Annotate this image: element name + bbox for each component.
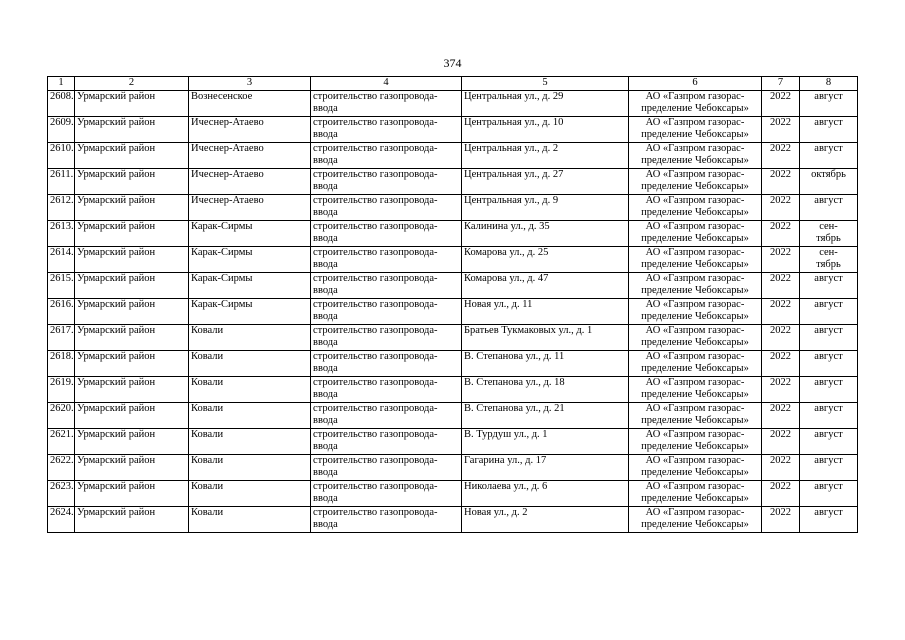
organization-cell [629,194,762,220]
work-line-2: ввода [313,103,338,114]
month-line-1: август [814,454,843,466]
table-row [48,480,858,506]
org-line-2: пределение Чебоксары» [641,103,749,114]
month-cell [800,90,858,116]
year-cell: 2022 [762,480,800,506]
row-number: 2620. [48,402,75,428]
organization-cell [629,220,762,246]
address-cell: В. Турдуш ул., д. 1 [462,428,629,454]
work-type-cell [311,90,462,116]
org-line-1: АО «Газпром газорас- [645,168,745,180]
district-cell: Урмарский район [75,142,189,168]
work-line-2: ввода [313,155,338,166]
month-line-1: август [814,350,843,362]
org-line-1: АО «Газпром газорас- [645,402,745,414]
org-line-2: пределение Чебоксары» [641,155,749,166]
column-header: 6 [629,77,762,91]
organization-cell [629,272,762,298]
work-type-cell [311,376,462,402]
work-type-cell [311,142,462,168]
address-cell: Центральная ул., д. 2 [462,142,629,168]
work-type-cell [311,506,462,532]
work-line-1: строительство газопровода- [313,324,438,336]
row-number: 2616. [48,298,75,324]
table-row [48,324,858,350]
address-cell: Братьев Тукмаковых ул., д. 1 [462,324,629,350]
settlement-cell: Ичеснер-Атаево [189,168,311,194]
org-line-2: пределение Чебоксары» [641,415,749,426]
address-cell: В. Степанова ул., д. 18 [462,376,629,402]
org-line-1: АО «Газпром газорас- [645,350,745,362]
address-cell: Центральная ул., д. 9 [462,194,629,220]
column-numbers-row [48,77,858,91]
table-row [48,454,858,480]
work-line-2: ввода [313,493,338,504]
organization-cell [629,142,762,168]
work-line-2: ввода [313,233,338,244]
year-cell: 2022 [762,376,800,402]
month-cell [800,142,858,168]
org-line-1: АО «Газпром газорас- [645,324,745,336]
year-cell: 2022 [762,428,800,454]
settlement-cell: Ичеснер-Атаево [189,194,311,220]
month-line-1: август [814,402,843,414]
year-cell: 2022 [762,168,800,194]
organization-cell [629,506,762,532]
organization-cell [629,480,762,506]
organization-cell [629,428,762,454]
table-row [48,168,858,194]
row-number: 2610. [48,142,75,168]
work-line-1: строительство газопровода- [313,90,438,102]
month-cell [800,116,858,142]
address-cell: Центральная ул., д. 27 [462,168,629,194]
month-line-1: август [814,506,843,518]
org-line-2: пределение Чебоксары» [641,129,749,140]
table-row [48,428,858,454]
organization-cell [629,298,762,324]
address-cell: Комарова ул., д. 25 [462,246,629,272]
district-cell: Урмарский район [75,116,189,142]
work-type-cell [311,272,462,298]
org-line-2: пределение Чебоксары» [641,311,749,322]
org-line-1: АО «Газпром газорас- [645,90,745,102]
org-line-2: пределение Чебоксары» [641,441,749,452]
table-row [48,272,858,298]
organization-cell [629,454,762,480]
work-type-cell [311,168,462,194]
settlement-cell: Ковали [189,376,311,402]
month-line-1: август [814,142,843,154]
address-cell: Центральная ул., д. 29 [462,90,629,116]
month-line-1: август [814,298,843,310]
org-line-2: пределение Чебоксары» [641,233,749,244]
month-line-1: сен- [819,220,838,232]
org-line-2: пределение Чебоксары» [641,467,749,478]
work-type-cell [311,194,462,220]
table-row [48,506,858,532]
page-number: 374 [443,56,462,70]
org-line-1: АО «Газпром газорас- [645,480,745,492]
year-cell: 2022 [762,272,800,298]
year-cell: 2022 [762,324,800,350]
row-number: 2613. [48,220,75,246]
year-cell: 2022 [762,506,800,532]
address-cell: В. Степанова ул., д. 11 [462,350,629,376]
work-line-2: ввода [313,415,338,426]
work-type-cell [311,246,462,272]
year-cell: 2022 [762,116,800,142]
month-cell [800,194,858,220]
district-cell: Урмарский район [75,350,189,376]
year-cell: 2022 [762,90,800,116]
year-cell: 2022 [762,220,800,246]
work-type-cell [311,220,462,246]
org-line-1: АО «Газпром газорас- [645,246,745,258]
work-line-1: строительство газопровода- [313,350,438,362]
column-header: 4 [311,77,462,91]
work-line-1: строительство газопровода- [313,454,438,466]
district-cell: Урмарский район [75,402,189,428]
org-line-2: пределение Чебоксары» [641,493,749,504]
row-number: 2611. [48,168,75,194]
column-header: 8 [800,77,858,91]
year-cell: 2022 [762,246,800,272]
column-header: 7 [762,77,800,91]
work-line-1: строительство газопровода- [313,246,438,258]
work-line-1: строительство газопровода- [313,168,438,180]
row-number: 2622. [48,454,75,480]
district-cell: Урмарский район [75,454,189,480]
month-cell [800,272,858,298]
row-number: 2623. [48,480,75,506]
org-line-1: АО «Газпром газорас- [645,454,745,466]
month-line-1: август [814,428,843,440]
org-line-1: АО «Газпром газорас- [645,220,745,232]
district-cell: Урмарский район [75,506,189,532]
organization-cell [629,376,762,402]
row-number: 2608. [48,90,75,116]
work-line-2: ввода [313,285,338,296]
district-cell: Урмарский район [75,324,189,350]
month-line-2: тябрь [816,233,841,244]
settlement-cell: Ковали [189,506,311,532]
row-number: 2619. [48,376,75,402]
work-type-cell [311,350,462,376]
month-line-1: август [814,194,843,206]
settlement-cell: Ковали [189,480,311,506]
address-cell: Комарова ул., д. 47 [462,272,629,298]
month-cell [800,454,858,480]
address-cell: Центральная ул., д. 10 [462,116,629,142]
row-number: 2624. [48,506,75,532]
org-line-2: пределение Чебоксары» [641,389,749,400]
work-line-1: строительство газопровода- [313,272,438,284]
work-line-2: ввода [313,129,338,140]
org-line-2: пределение Чебоксары» [641,259,749,270]
work-type-cell [311,428,462,454]
year-cell: 2022 [762,194,800,220]
month-cell [800,324,858,350]
month-cell [800,220,858,246]
row-number: 2615. [48,272,75,298]
district-cell: Урмарский район [75,272,189,298]
settlement-cell: Ковали [189,454,311,480]
settlement-cell: Ковали [189,402,311,428]
work-type-cell [311,298,462,324]
address-cell: Калинина ул., д. 35 [462,220,629,246]
district-cell: Урмарский район [75,376,189,402]
work-type-cell [311,480,462,506]
month-line-1: август [814,90,843,102]
org-line-2: пределение Чебоксары» [641,337,749,348]
settlement-cell: Ковали [189,324,311,350]
month-line-1: август [814,324,843,336]
org-line-1: АО «Газпром газорас- [645,194,745,206]
month-line-1: сен- [819,246,838,258]
work-line-1: строительство газопровода- [313,506,438,518]
settlement-cell: Карак-Сирмы [189,246,311,272]
work-line-2: ввода [313,389,338,400]
organization-cell [629,324,762,350]
work-line-1: строительство газопровода- [313,480,438,492]
settlement-cell: Ичеснер-Атаево [189,116,311,142]
year-cell: 2022 [762,298,800,324]
work-line-1: строительство газопровода- [313,298,438,310]
district-cell: Урмарский район [75,480,189,506]
work-line-2: ввода [313,181,338,192]
month-line-1: август [814,376,843,388]
district-cell: Урмарский район [75,428,189,454]
district-cell: Урмарский район [75,246,189,272]
work-line-2: ввода [313,467,338,478]
row-number: 2617. [48,324,75,350]
month-cell [800,298,858,324]
org-line-2: пределение Чебоксары» [641,181,749,192]
address-cell: Николаева ул., д. 6 [462,480,629,506]
settlement-cell: Ковали [189,350,311,376]
gas-works-table [47,76,858,533]
month-cell [800,350,858,376]
work-line-2: ввода [313,337,338,348]
month-line-1: август [814,272,843,284]
work-line-1: строительство газопровода- [313,142,438,154]
month-line-1: август [814,480,843,492]
work-line-2: ввода [313,519,338,530]
work-line-1: строительство газопровода- [313,428,438,440]
row-number: 2612. [48,194,75,220]
month-line-2: тябрь [816,259,841,270]
org-line-1: АО «Газпром газорас- [645,272,745,284]
settlement-cell: Ковали [189,428,311,454]
work-line-2: ввода [313,259,338,270]
settlement-cell: Карак-Сирмы [189,220,311,246]
row-number: 2621. [48,428,75,454]
table-row [48,220,858,246]
organization-cell [629,90,762,116]
month-cell [800,246,858,272]
settlement-cell: Карак-Сирмы [189,298,311,324]
organization-cell [629,116,762,142]
work-line-2: ввода [313,207,338,218]
year-cell: 2022 [762,142,800,168]
work-line-1: строительство газопровода- [313,220,438,232]
month-cell [800,376,858,402]
year-cell: 2022 [762,350,800,376]
work-line-2: ввода [313,441,338,452]
org-line-2: пределение Чебоксары» [641,363,749,374]
work-type-cell [311,324,462,350]
work-line-1: строительство газопровода- [313,402,438,414]
table-row [48,194,858,220]
address-cell: Гагарина ул., д. 17 [462,454,629,480]
address-cell: Новая ул., д. 11 [462,298,629,324]
work-line-2: ввода [313,363,338,374]
org-line-1: АО «Газпром газорас- [645,298,745,310]
table-row [48,402,858,428]
work-line-1: строительство газопровода- [313,116,438,128]
row-number: 2609. [48,116,75,142]
table-row [48,246,858,272]
work-type-cell [311,116,462,142]
organization-cell [629,402,762,428]
column-header: 2 [75,77,189,91]
address-cell: В. Степанова ул., д. 21 [462,402,629,428]
table-row [48,376,858,402]
work-line-1: строительство газопровода- [313,376,438,388]
table-row [48,350,858,376]
table-row [48,298,858,324]
district-cell: Урмарский район [75,168,189,194]
org-line-1: АО «Газпром газорас- [645,142,745,154]
table-row [48,116,858,142]
organization-cell [629,350,762,376]
table-body [48,90,858,532]
column-header: 5 [462,77,629,91]
table-row [48,90,858,116]
district-cell: Урмарский район [75,90,189,116]
work-type-cell [311,402,462,428]
org-line-1: АО «Газпром газорас- [645,376,745,388]
org-line-1: АО «Газпром газорас- [645,428,745,440]
year-cell: 2022 [762,402,800,428]
month-cell [800,480,858,506]
row-number: 2618. [48,350,75,376]
year-cell: 2022 [762,454,800,480]
org-line-2: пределение Чебоксары» [641,207,749,218]
month-cell [800,402,858,428]
month-cell [800,428,858,454]
column-header: 3 [189,77,311,91]
month-line-1: октябрь [811,168,846,180]
organization-cell [629,168,762,194]
work-line-1: строительство газопровода- [313,194,438,206]
settlement-cell: Вознесенское [189,90,311,116]
district-cell: Урмарский район [75,220,189,246]
address-cell: Новая ул., д. 2 [462,506,629,532]
org-line-1: АО «Газпром газорас- [645,116,745,128]
month-cell [800,506,858,532]
org-line-1: АО «Газпром газорас- [645,506,745,518]
settlement-cell: Карак-Сирмы [189,272,311,298]
row-number: 2614. [48,246,75,272]
month-cell [800,168,858,194]
work-line-2: ввода [313,311,338,322]
org-line-2: пределение Чебоксары» [641,519,749,530]
district-cell: Урмарский район [75,194,189,220]
table-row [48,142,858,168]
month-line-1: август [814,116,843,128]
table-header [48,77,858,91]
district-cell: Урмарский район [75,298,189,324]
org-line-2: пределение Чебоксары» [641,285,749,296]
organization-cell [629,246,762,272]
column-header: 1 [48,77,75,91]
settlement-cell: Ичеснер-Атаево [189,142,311,168]
work-type-cell [311,454,462,480]
